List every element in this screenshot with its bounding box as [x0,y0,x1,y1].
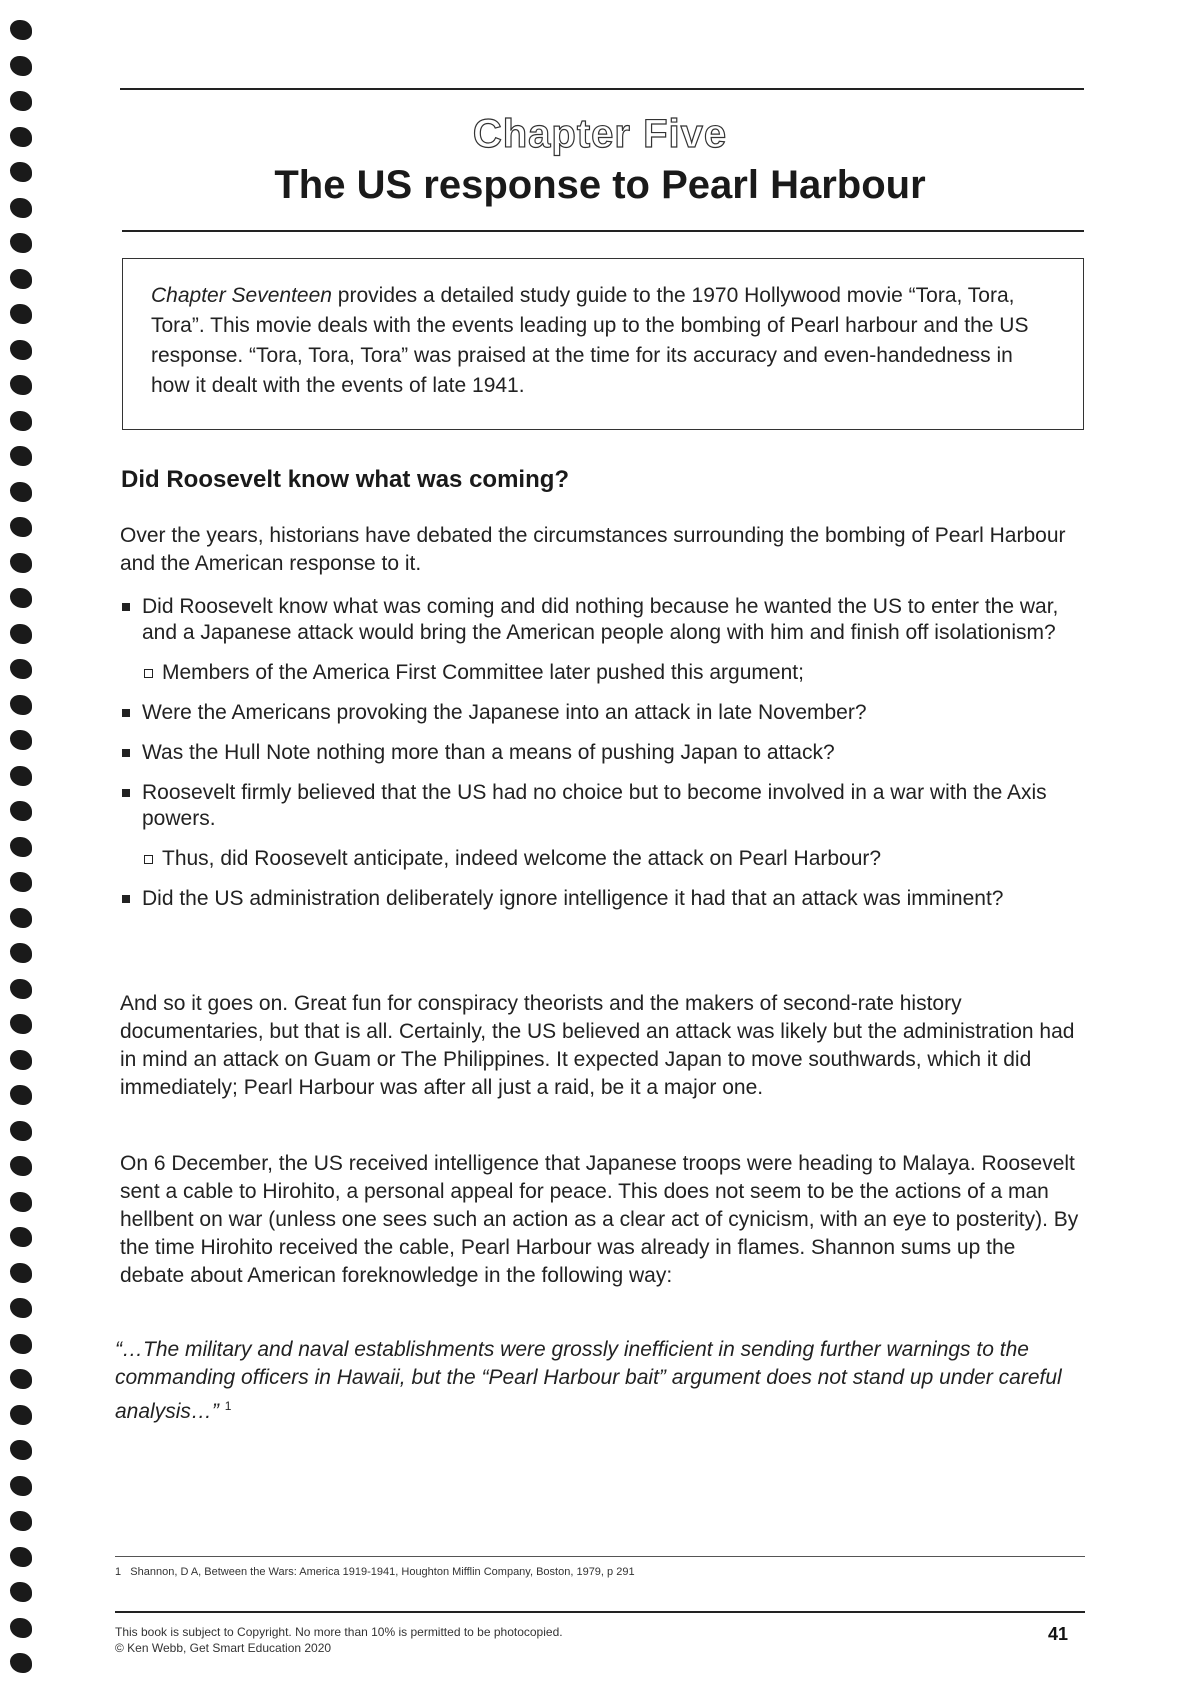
binding-hole [10,517,32,537]
binding-hole [10,588,32,608]
paragraph-1: And so it goes on. Great fun for conspiracy theorists and the makers of second-rate history documentaries, but that is all. Certainly, the US believed an attack was likely but the administration had in mind an attack on Guam or The Philippines. It expected Japan to move southwards, which it did immediately; Pearl Harbour was after all just a raid, be it a major one. [120,992,1075,1099]
binding-hole [10,446,32,466]
binding-hole [10,553,32,573]
binding-hole [10,979,32,999]
copyright-line: This book is subject to Copyright. No more than 10% is permitted to be photocopied. [115,1625,563,1639]
square-bullet-icon [122,789,130,797]
list-item-text: Roosevelt firmly believed that the US had no choice but to become involved in a war with the Axis powers. [142,781,1047,830]
study-guide-note [122,258,1084,430]
sub-list-item [142,660,1090,686]
shannon-quote [115,1336,1075,1426]
paragraph-2: On 6 December, the US received intelligence that Japanese troops were heading to Malaya. Roosevelt sent a cable to Hirohito, a personal appeal for peace. This does not seem to be the actions of a man hellbent on war (unless one sees such an action as a clear act of cynicism, with an eye to posterity). By the time Hirohito received the cable, Pearl Harbour was already in flames. Shannon sums up the debate about American foreknowledge in the following way: [120,1152,1079,1287]
binding-hole [10,837,32,857]
note-text: provides a detailed study guide to the 1970 Hollywood movie “Tora, Tora, Tora”. This movie deals with the events leading up to the bombing of Pearl harbour and the US response. “Tora, Tora, Tora” was praised at the time for its accuracy and even-handedness in how it dealt with the events of late 1941. [151,284,1029,397]
binding-hole [10,695,32,715]
binding-hole [10,375,32,395]
binding-hole [10,1050,32,1070]
binding-hole [10,1547,32,1567]
binding-hole [10,801,32,821]
square-bullet-icon [122,749,130,757]
binding-hole [10,162,32,182]
footnote [115,1566,635,1578]
binding-hole [10,1582,32,1602]
binding-hole [10,1298,32,1318]
binding-hole [10,1192,32,1212]
list-item-text: Did the US administration deliberately ignore intelligence it had that an attack was imminent? [142,887,1004,910]
hollow-square-bullet-icon [144,669,153,678]
binding-hole [10,198,32,218]
list-item [120,594,1090,646]
binding-hole [10,1405,32,1425]
binding-hole [10,1511,32,1531]
binding-hole [10,91,32,111]
binding-hole [10,1227,32,1247]
list-item-text: Thus, did Roosevelt anticipate, indeed welcome the attack on Pearl Harbour? [162,847,882,870]
binding-hole [10,872,32,892]
author-line: © Ken Webb, Get Smart Education 2020 [115,1641,332,1655]
binding-hole [10,943,32,963]
list-item-text: Did Roosevelt know what was coming and did nothing because he wanted the US to enter the war, and a Japanese attack would bring the American people along with him and finish off isolationism? [142,595,1059,644]
binding-hole [10,1334,32,1354]
list-item-text: Was the Hull Note nothing more than a means of pushing Japan to attack? [142,741,835,764]
square-bullet-icon [122,709,130,717]
binding-hole [10,766,32,786]
footnote-number: 1 [115,1566,122,1578]
binding-hole [10,624,32,644]
quote-text: “…The military and naval establishments were grossly inefficient in sending further warnings to the commanding officers in Hawaii, but the “Pearl Harbour bait” argument does not stand up under careful analysis…” [115,1338,1062,1423]
binding-hole [10,659,32,679]
page-number: 41 [1048,1624,1069,1644]
list-item [120,700,1090,726]
footer-rule [115,1611,1085,1613]
binding-hole [10,1618,32,1638]
binding-hole [10,730,32,750]
binding-hole [10,1121,32,1141]
list-item [120,740,1090,766]
square-bullet-icon [122,895,130,903]
binding-hole [10,127,32,147]
list-item [120,780,1090,832]
square-bullet-icon [122,603,130,611]
list-item-text: Members of the America First Committee later pushed this argument; [162,661,804,684]
footnote-rule [115,1556,1085,1557]
binding-hole [10,1369,32,1389]
question-list [120,594,1090,926]
binding-hole [10,56,32,76]
binding-hole [10,411,32,431]
spiral-binding [4,20,36,1690]
binding-hole [10,233,32,253]
binding-hole [10,908,32,928]
list-item [120,886,1090,912]
binding-hole [10,1476,32,1496]
chapter-label: Chapter Five [472,112,728,156]
list-item-text: Were the Americans provoking the Japanese into an attack in late November? [142,701,867,724]
footnote-text: Shannon, D A, Between the Wars: America 1919-1941, Houghton Mifflin Company, Boston, 1979, p 291 [130,1566,635,1578]
binding-hole [10,20,32,40]
binding-hole [10,1085,32,1105]
footer-copyright [115,1624,563,1656]
footnote-ref: 1 [224,1399,232,1413]
binding-hole [10,482,32,502]
binding-hole [10,1263,32,1283]
binding-hole [10,269,32,289]
binding-hole [10,304,32,324]
intro-paragraph: Over the years, historians have debated the circumstances surrounding the bombing of Pearl Harbour and the American response to it. [120,524,1066,575]
binding-hole [10,1653,32,1673]
top-rule [120,88,1084,90]
sub-list-item [142,846,1090,872]
binding-hole [10,1014,32,1034]
hollow-square-bullet-icon [144,855,153,864]
note-italic-lead: Chapter Seventeen [151,284,332,307]
binding-hole [10,1440,32,1460]
section-heading: Did Roosevelt know what was coming? [121,466,570,493]
page-title: The US response to Pearl Harbour [274,163,926,207]
title-rule [122,230,1084,232]
binding-hole [10,1156,32,1176]
binding-hole [10,340,32,360]
